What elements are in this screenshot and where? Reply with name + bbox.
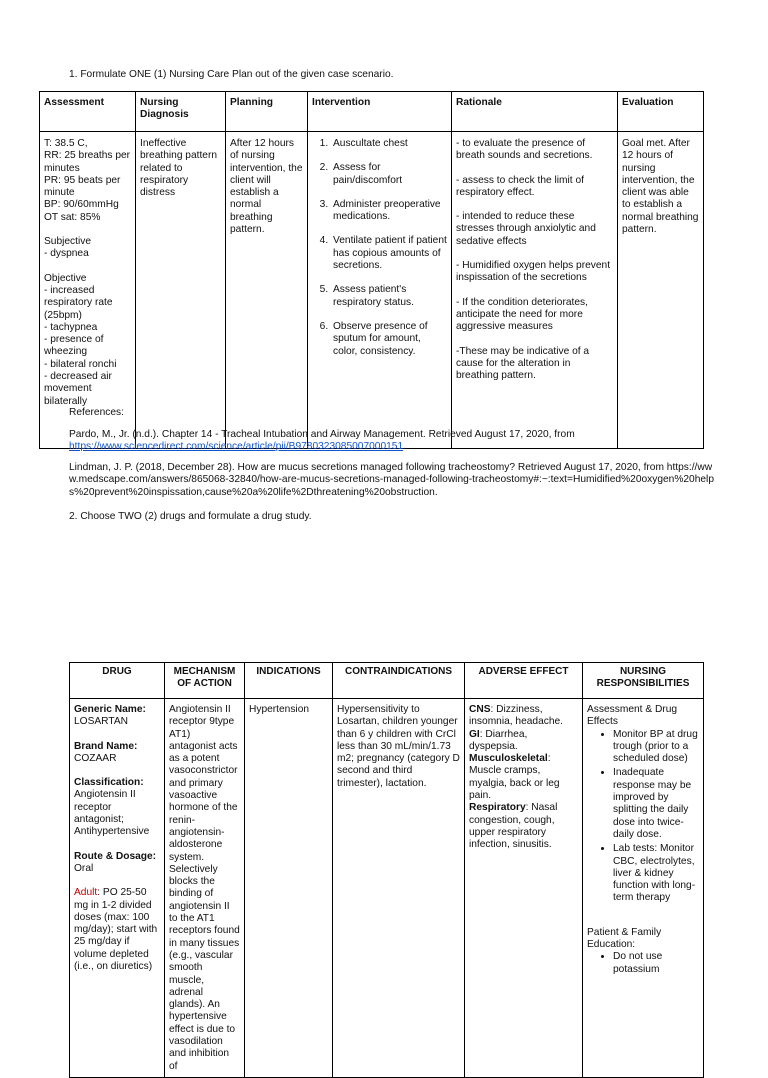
objective-item: - tachypnea xyxy=(44,321,98,333)
intervention-item: 1. Auscultate chest xyxy=(331,138,447,150)
assessment-cell xyxy=(40,132,136,449)
header-adverse-effect: ADVERSE EFFECT xyxy=(465,663,583,699)
responsibility-item: • Monitor BP at drug trough (prior to a scheduled dose) xyxy=(613,729,699,766)
adverse-musculoskeletal xyxy=(469,753,578,802)
indications-cell: Hypertension xyxy=(245,699,333,1078)
drug-study-table xyxy=(69,662,704,1078)
intervention-item: 4. Ventilate patient if patient has copious amounts of secretions. xyxy=(331,235,447,272)
header-planning: Planning xyxy=(226,92,308,132)
responsibility-item: • Inadequate response may be improved by splitting the daily dose into twice-daily dose. xyxy=(613,767,699,841)
responsibilities-education-header: Patient & Family Education: xyxy=(587,926,662,951)
generic-name-label: Generic Name: xyxy=(74,704,146,715)
reference-2: Lindman, J. P. (2018, December 28). How are mucus secretions managed following tracheostomy? Retrieved August 17, 2020, from https://www.medscape.com/answers/865068-32840/how-are-mucus-secretions-managed-following-tracheostomy#:~:text=Humidified%20oxygen%20helps%20prevent%20inspissation,cause%20a%20life%2Dthreatening%20obstruction. xyxy=(69,462,714,498)
classification: Angiotensin II receptor antagonist; Antihypertensive xyxy=(74,789,150,838)
responsibility-item: • Do not use potassium xyxy=(613,951,699,976)
header-nursing-responsibilities: NURSING RESPONSIBILITIES xyxy=(583,663,704,699)
adverse-gi xyxy=(469,729,578,754)
header-rationale: Rationale xyxy=(452,92,618,132)
generic-name: LOSARTAN xyxy=(74,716,128,728)
adverse-label: Respiratory xyxy=(469,802,526,814)
intervention-item: 3. Administer preoperative medications. xyxy=(331,199,447,224)
brand-name-label: Brand Name: xyxy=(74,740,138,752)
objective-label: Objective xyxy=(44,272,87,284)
evaluation-cell: Goal met. After 12 hours of nursing intervention, the client was able to establish a normal breathing pattern. xyxy=(618,132,704,449)
header-mechanism: MECHANISM OF ACTION xyxy=(165,663,245,699)
mechanism-cell: Angiotensin II receptor 9type AT1) antagonist acts as a potent vasoconstrictor and primary vasoactive hormone of the renin-angiotensin-aldosterone system. Selectively blocks the binding of angiotensin II to the AT1 receptors found in many tissues (e.g., vascular smooth muscle, adrenal glands). An hypertensive effect is due to vasodilation and inhibition of xyxy=(165,699,245,1078)
intervention-item: 6. Observe presence of sputum for amount, color, consistency. xyxy=(331,321,447,358)
question-1: 1. Formulate ONE (1) Nursing Care Plan out of the given case scenario. xyxy=(69,69,394,80)
rationale-item: - If the condition deteriorates, anticipate the need for more aggressive measures xyxy=(456,296,588,333)
subjective-item: - dyspnea xyxy=(44,248,89,260)
header-evaluation: Evaluation xyxy=(618,92,704,132)
question-2: 2. Choose TWO (2) drugs and formulate a drug study. xyxy=(69,511,312,522)
header-assessment: Assessment xyxy=(40,92,136,132)
vital-pr: PR: 95 beats per minute xyxy=(44,174,121,199)
objective-item: - bilateral ronchi xyxy=(44,358,117,370)
rationale-item: - intended to reduce these stresses through anxiolytic and sedative effects xyxy=(456,211,596,247)
intervention-item: 2. Assess for pain/discomfort xyxy=(331,162,447,187)
responsibility-item: • Lab tests: Monitor CBC, electrolytes, liver & kidney function with long-term therapy xyxy=(613,843,699,904)
adverse-label: GI xyxy=(469,728,480,740)
rationale-item: -These may be indicative of a cause for the alteration in breathing pattern. xyxy=(456,345,590,382)
care-plan-row xyxy=(40,132,704,449)
rationale-item: - Humidified oxygen helps prevent inspissation of the secretions xyxy=(456,260,611,284)
adult-label: Adult xyxy=(74,887,98,899)
adverse-cns xyxy=(469,704,578,729)
reference-1-text: Pardo, M., Jr. (n.d.). Chapter 14 - Tracheal Intubation and Airway Management. Retrieved August 17, 2020, from xyxy=(69,429,575,440)
adverse-respiratory xyxy=(469,802,578,851)
vital-rr: RR: 25 breaths per minutes xyxy=(44,150,131,174)
drug-cell xyxy=(70,699,165,1078)
planning-cell: After 12 hours of nursing intervention, the client will establish a normal breathing pattern. xyxy=(226,132,308,449)
header-contraindications: CONTRAINDICATIONS xyxy=(333,663,465,699)
adverse-label: Musculoskeletal xyxy=(469,753,548,765)
adverse-text: : Dizziness, insomnia, headache. xyxy=(469,704,564,728)
vital-o2: OT sat: 85% xyxy=(44,211,101,223)
vital-bp: BP: 90/60mmHg xyxy=(44,199,119,211)
reference-1: Pardo, M., Jr. (n.d.). Chapter 14 - Tracheal Intubation and Airway Management. Retrieved August 17, 2020, from https://www.sciencedirect.com/science/article/pii/B9780323085007000151. xyxy=(69,429,575,453)
subjective-label: Subjective xyxy=(44,236,92,248)
drug-study-header-row xyxy=(70,663,704,699)
care-plan-header-row xyxy=(40,92,704,132)
header-nursing-diagnosis: Nursing Diagnosis xyxy=(136,92,226,132)
care-plan-table xyxy=(39,91,704,449)
brand-name: COZAAR xyxy=(74,752,117,764)
nursing-diagnosis-cell: Ineffective breathing pattern related to respiratory distress xyxy=(136,132,226,449)
references-label: References: xyxy=(69,407,124,418)
drug-study-row xyxy=(70,699,704,1078)
header-indications: INDICATIONS xyxy=(245,663,333,699)
objective-item: - presence of wheezing xyxy=(44,334,104,358)
responsibilities-assessment-header: Assessment & Drug Effects xyxy=(587,704,678,728)
objective-item: - decreased air movement bilaterally xyxy=(44,371,112,407)
contraindications-cell: Hypersensitivity to Losartan, children younger than 6 y children with CrCl less than 30 mL/min/1.73 m2; pregnancy (category D second and third trimester), lactation. xyxy=(333,699,465,1078)
adverse-effect-cell xyxy=(465,699,583,1078)
rationale-item: - to evaluate the presence of breath sounds and secretions. xyxy=(456,138,593,162)
reference-1-link[interactable]: https://www.sciencedirect.com/science/article/pii/B9780323085007000151 xyxy=(69,441,404,453)
intervention-cell xyxy=(308,132,452,449)
rationale-item: - assess to check the limit of respiratory effect. xyxy=(456,174,584,198)
objective-item: - increased respiratory rate (25bpm) xyxy=(44,284,113,321)
route: Oral xyxy=(74,862,94,874)
header-drug: DRUG xyxy=(70,663,165,699)
classification-label: Classification: xyxy=(74,777,144,789)
nursing-responsibilities-cell xyxy=(583,699,704,1078)
adverse-text: : Diarrhea, dyspepsia. xyxy=(469,728,528,752)
header-intervention: Intervention xyxy=(308,92,452,132)
route-dosage-label: Route & Dosage: xyxy=(74,850,157,862)
adverse-label: CNS xyxy=(469,704,491,715)
adverse-text: : Muscle cramps, myalgia, back or leg pain. xyxy=(469,753,560,802)
vital-temp: T: 38.5 C, xyxy=(44,138,88,149)
intervention-item: 5. Assess patient's respiratory status. xyxy=(331,284,447,309)
dosage-text: : PO 25-50 mg in 1-2 divided doses (max: 100 mg/day); start with 25 mg/day if volume depleted (i.e., on diuretics) xyxy=(74,887,158,973)
rationale-cell xyxy=(452,132,618,449)
dosage xyxy=(74,887,160,973)
adverse-text: : Nasal congestion, cough, upper respiratory infection, sinusitis. xyxy=(469,802,558,851)
